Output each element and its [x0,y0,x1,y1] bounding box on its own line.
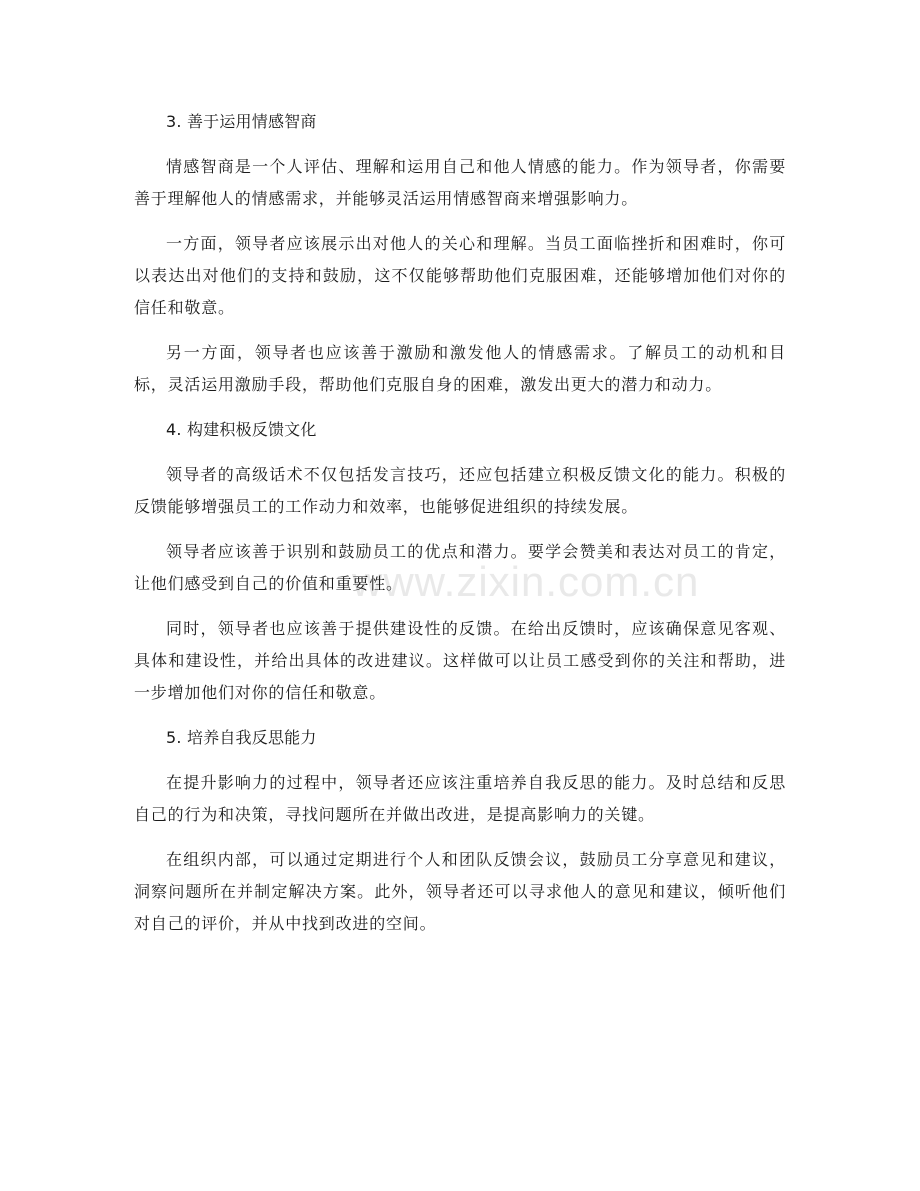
paragraph: 一方面，领导者应该展示出对他人的关心和理解。当员工面临挫折和困难时，你可以表达出对他们的支持和鼓励，这不仅能够帮助他们克服困难，还能够增加他们对你的信任和敬意。 [134,234,786,317]
paragraph: 同时，领导者也应该善于提供建设性的反馈。在给出反馈时，应该确保意见客观、具体和建设性，并给出具体的改进建议。这样做可以让员工感受到你的关注和帮助，进一步增加他们对你的信任和敬意。 [134,619,786,702]
paragraph: 领导者应该善于识别和鼓励员工的优点和潜力。要学会赞美和表达对员工的肯定，让他们感受到自己的价值和重要性。 [134,542,786,593]
section-heading: 4. 构建积极反馈文化 [166,420,317,439]
section-heading: 5. 培养自我反思能力 [166,728,317,747]
paragraph: 情感智商是一个人评估、理解和运用自己和他人情感的能力。作为领导者，你需要善于理解他人的情感需求，并能够灵活运用情感智商来增强影响力。 [134,157,786,208]
section-heading: 3. 善于运用情感智商 [166,112,317,131]
paragraph: 在提升影响力的过程中，领导者还应该注重培养自我反思的能力。及时总结和反思自己的行为和决策，寻找问题所在并做出改进，是提高影响力的关键。 [134,773,786,824]
document-body [134,106,786,953]
paragraph: 另一方面，领导者也应该善于激励和激发他人的情感需求。了解员工的动机和目标，灵活运用激励手段，帮助他们克服自身的困难，激发出更大的潜力和动力。 [134,343,786,394]
paragraph: 在组织内部，可以通过定期进行个人和团队反馈会议，鼓励员工分享意见和建议，洞察问题所在并制定解决方案。此外，领导者还可以寻求他人的意见和建议，倾听他们对自己的评价，并从中找到改进的空间。 [134,850,786,933]
watermark: www.zixin.com.cn [352,558,700,605]
paragraph: 领导者的高级话术不仅包括发言技巧，还应包括建立积极反馈文化的能力。积极的反馈能够增强员工的工作动力和效率，也能够促进组织的持续发展。 [134,465,786,516]
